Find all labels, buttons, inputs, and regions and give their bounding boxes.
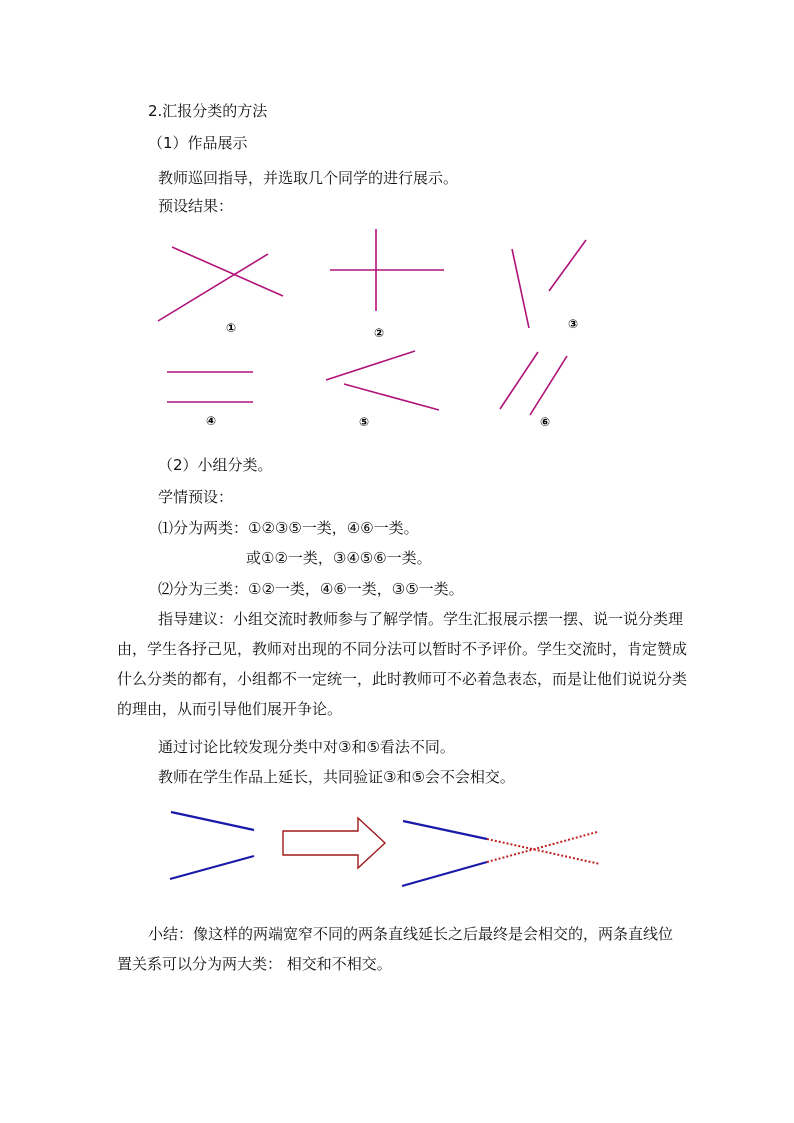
fig3-line-b [549, 240, 586, 291]
ext-dotted-b [487, 832, 597, 862]
fig2-label: ② [374, 326, 385, 340]
paragraph-advice: 指导建议：小组交流时教师参与了解学情。学生汇报展示摆一摆、说一说分类理由，学生各抒己见，教师对出现的不同分法可以暂时不予评价。学生交流时，肯定赞成什么分类的都有，小组都不一定统一，此时教师可不必着急表态，而是让他们说说分类的理由，从而引导他们展开争论。 [117, 610, 688, 718]
list-item-three-classes: ⑵分为三类：①②一类，④⑥一类，③⑤一类。 [158, 580, 464, 598]
ext-left-line-b [170, 856, 254, 879]
text-preset-result: 预设结果： [158, 197, 234, 215]
fig1-label: ① [226, 321, 237, 335]
fig6-label: ⑥ [540, 415, 551, 429]
fig5-line-a [326, 351, 415, 380]
fig4-label: ④ [206, 414, 217, 428]
ext-right-line-b [402, 862, 487, 886]
text-extension: 教师在学生作品上延长，共同验证③和⑤会不会相交。 [158, 768, 515, 786]
arrow-right-icon [283, 818, 385, 868]
ext-dotted-a [487, 839, 600, 864]
paragraph-summary: 小结：像这样的两端宽窄不同的两条直线延长之后最终是会相交的，两条直线位置关系可以分为两大类： 相交和不相交。 [117, 925, 674, 973]
ext-left-line-a [171, 812, 254, 830]
text-discussion: 通过讨论比较发现分类中对③和⑤看法不同。 [158, 738, 455, 756]
fig5-label: ⑤ [359, 415, 370, 429]
fig6-line-a [500, 352, 538, 409]
subsection-title-group: （2）小组分类。 [158, 456, 273, 474]
subsection-title-display: （1）作品展示 [148, 134, 248, 152]
fig5-line-b [344, 384, 439, 410]
list-item-two-classes: ⑴分为两类：①②③⑤一类，④⑥一类。 [158, 519, 419, 537]
text-teacher-guidance: 教师巡回指导，并选取几个同学的进行展示。 [158, 169, 459, 187]
ext-right-line-a [403, 821, 487, 839]
list-item-two-classes-alt: 或①②一类，③④⑤⑥一类。 [246, 549, 432, 567]
fig3-label: ③ [568, 317, 579, 331]
fig6-line-b [530, 356, 567, 415]
text-learning-preview: 学情预设： [158, 488, 234, 506]
section-heading: 2.汇报分类的方法 [148, 102, 268, 120]
fig1-line-b [158, 254, 268, 321]
fig3-line-a [512, 249, 529, 328]
